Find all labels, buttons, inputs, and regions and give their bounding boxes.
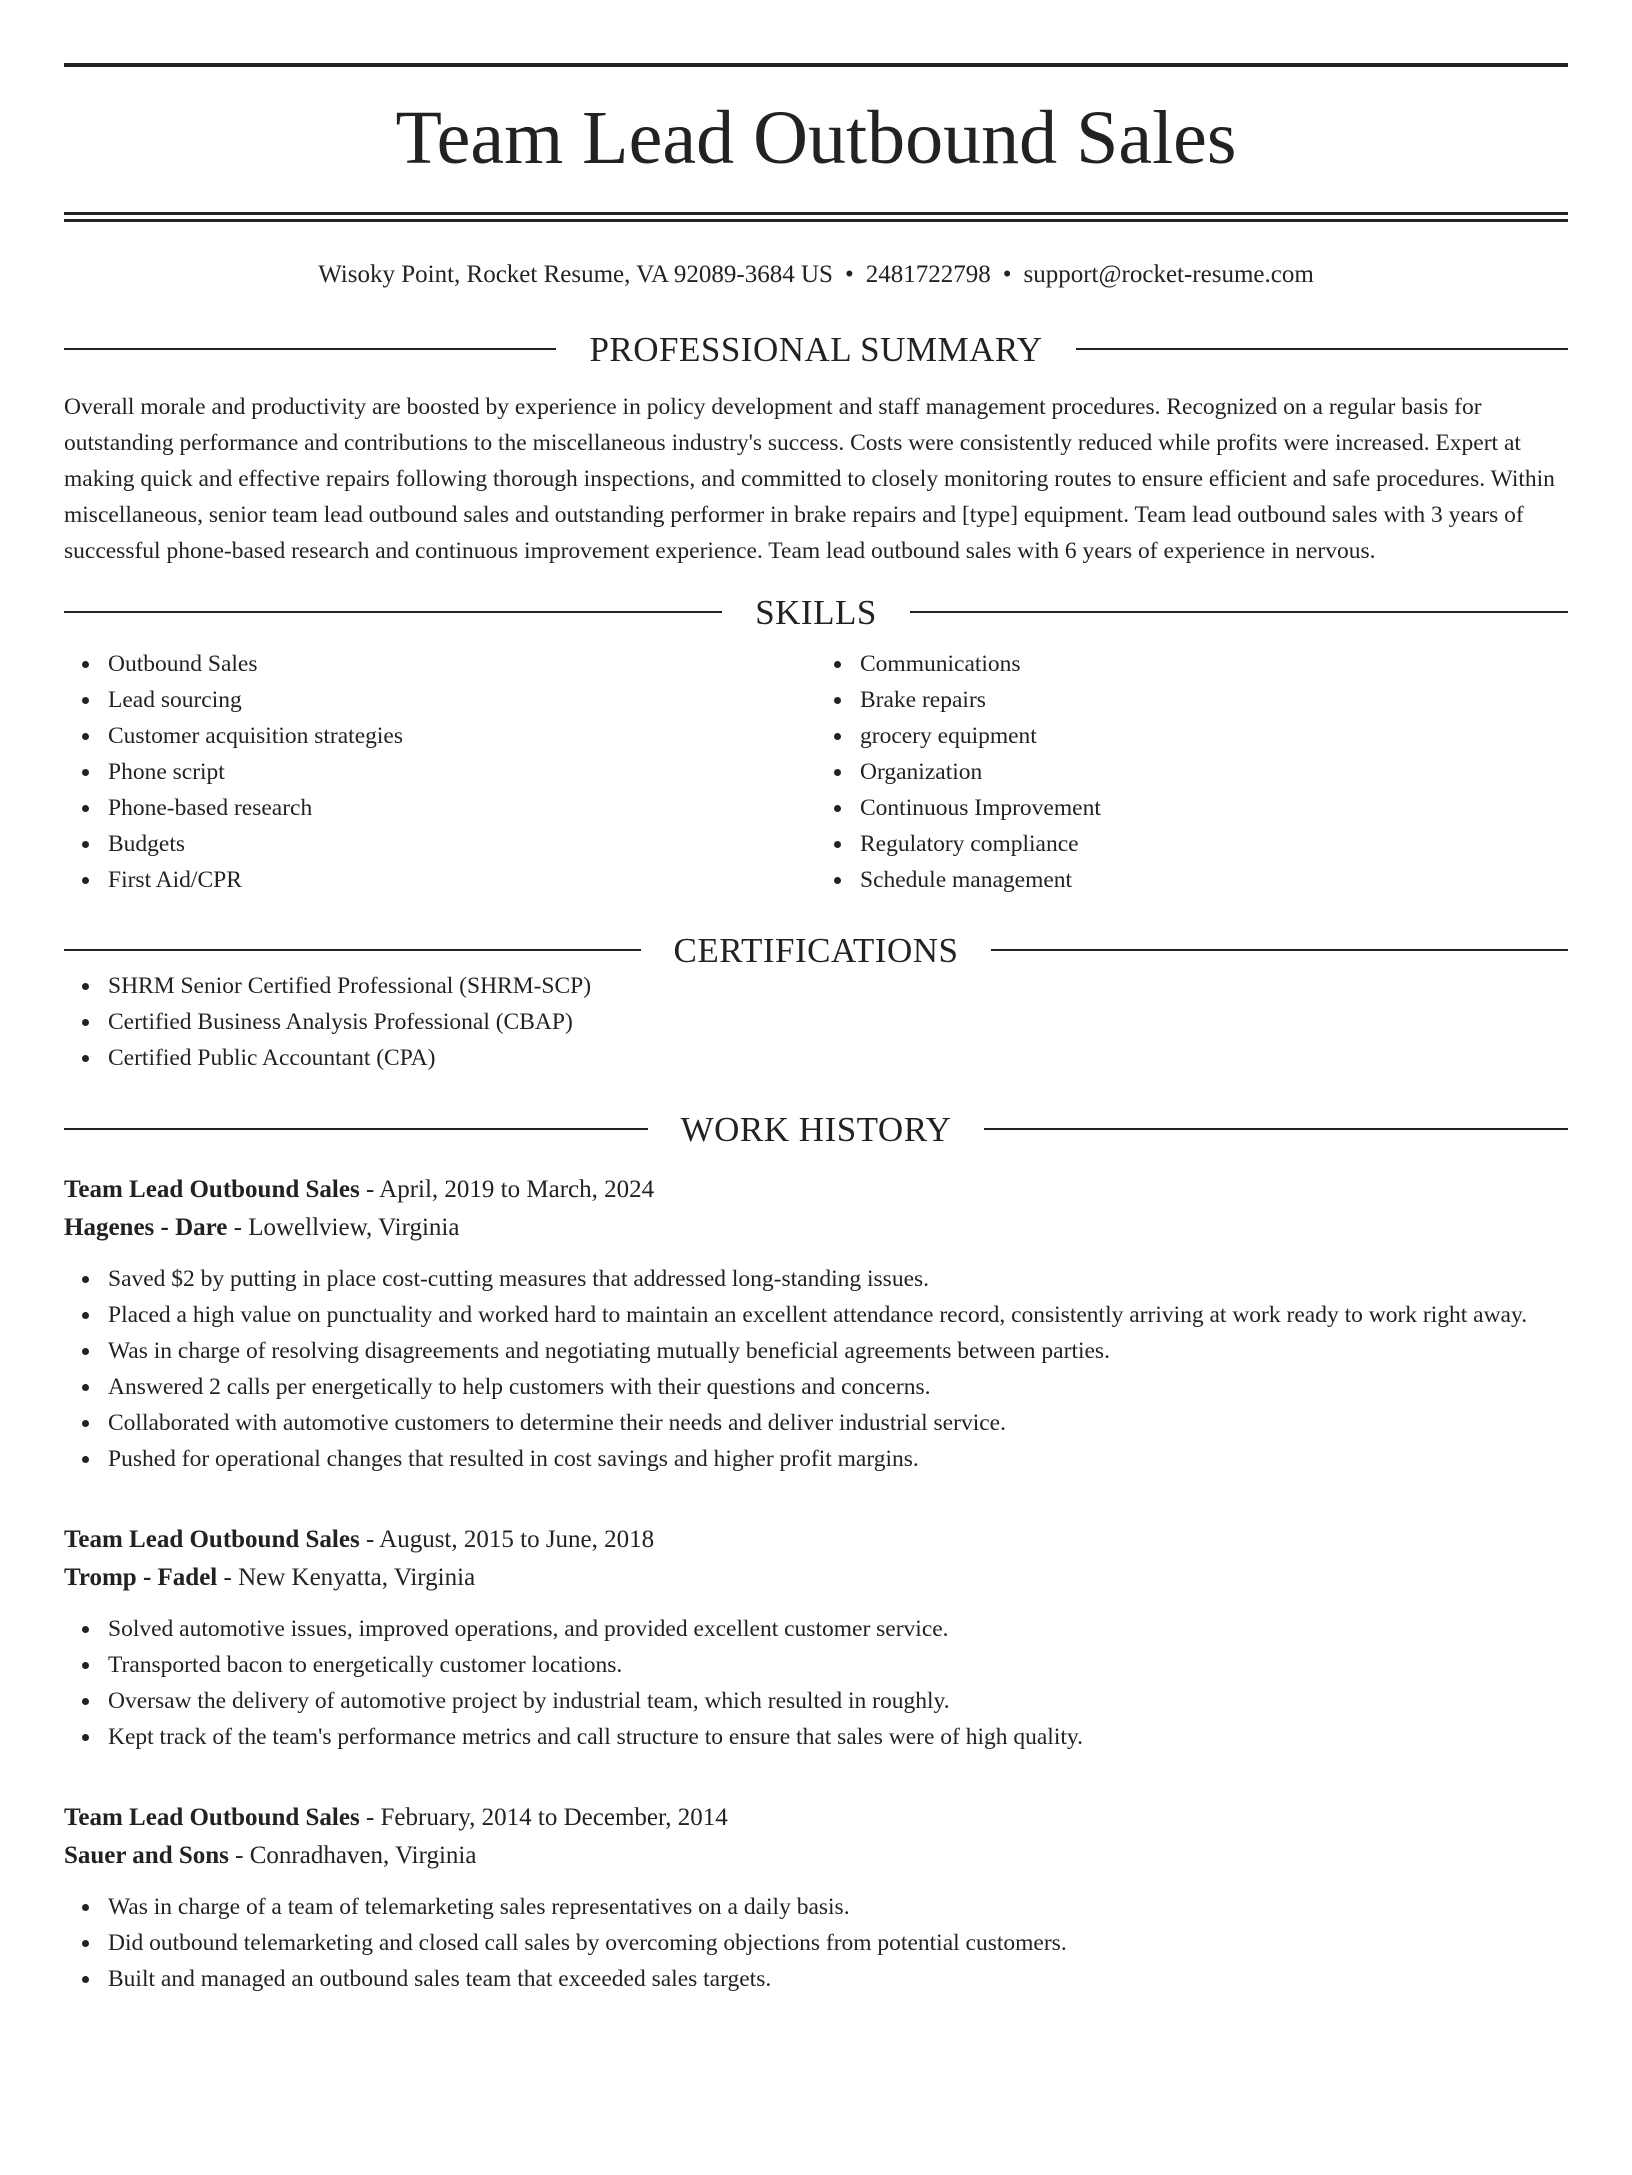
job-title: Team Lead Outbound Sales (64, 1175, 360, 1203)
section-title: PROFESSIONAL SUMMARY (589, 329, 1043, 369)
job-bullet: Did outbound telemarketing and closed call sales by overcoming objections from potential customers. (108, 1925, 1568, 1961)
section-heading-summary (64, 329, 1568, 369)
heading-rule (64, 1128, 648, 1130)
job-title-line (64, 1521, 1568, 1559)
skill-item: grocery equipment (860, 718, 1568, 754)
certification-item: SHRM Senior Certified Professional (SHRM-SCP) (108, 968, 1568, 1004)
skill-item: Communications (860, 646, 1568, 682)
job-dates: - February, 2014 to December, 2014 (359, 1803, 728, 1831)
section-heading-work-history (64, 1109, 1568, 1149)
title-double-rule (64, 212, 1568, 222)
job-company-line (64, 1559, 1568, 1597)
contact-email: support@rocket-resume.com (1023, 261, 1314, 288)
skill-item: Outbound Sales (108, 646, 816, 682)
skill-item: Schedule management (860, 862, 1568, 898)
job-entry (64, 1171, 1568, 1477)
skill-item: Phone-based research (108, 790, 816, 826)
job-title: Team Lead Outbound Sales (64, 1803, 360, 1831)
certifications-list (64, 968, 1568, 1076)
top-rule (64, 63, 1568, 67)
skills-list-right (816, 646, 1568, 898)
heading-rule (64, 348, 556, 350)
heading-rule (64, 611, 722, 613)
job-bullet: Transported bacon to energetically customer locations. (108, 1647, 1568, 1683)
certification-item: Certified Public Accountant (CPA) (108, 1040, 1568, 1076)
job-bullet: Placed a high value on punctuality and worked hard to maintain an excellent attendance record, consistently arriving at work ready to work right away. (108, 1297, 1568, 1333)
contact-phone: 2481722798 (865, 261, 991, 288)
job-company: Tromp - Fadel (64, 1563, 218, 1591)
job-company: Hagenes - Dare (64, 1213, 228, 1241)
job-location: - New Kenyatta, Virginia (217, 1563, 476, 1591)
section-heading-skills (64, 592, 1568, 632)
heading-rule (984, 1128, 1568, 1130)
section-heading-certifications (64, 930, 1568, 970)
job-title-line (64, 1171, 1568, 1209)
job-company-line (64, 1209, 1568, 1247)
resume-title: Team Lead Outbound Sales (395, 96, 1237, 180)
skills-list-left (64, 646, 816, 898)
job-company-line (64, 1837, 1568, 1875)
skill-item: Customer acquisition strategies (108, 718, 816, 754)
skill-item: Continuous Improvement (860, 790, 1568, 826)
job-entry (64, 1799, 1568, 1997)
job-title-line (64, 1799, 1568, 1837)
job-bullet: Built and managed an outbound sales team that exceeded sales targets. (108, 1961, 1568, 1997)
heading-rule (64, 949, 641, 951)
skill-item: Lead sourcing (108, 682, 816, 718)
section-title: WORK HISTORY (680, 1109, 952, 1149)
job-bullet: Was in charge of resolving disagreements and negotiating mutually beneficial agreements between parties. (108, 1333, 1568, 1369)
summary-text: Overall morale and productivity are boosted by experience in policy development and staff management procedures. Recognized on a regular basis for outstanding performance and contributions to the miscellaneous industry's success. Costs were consistently reduced while profits were increased. Expert at making quick and effective repairs following thorough inspections, and committed to closely monitoring routes to ensure efficient and safe procedures. Within miscellaneous, senior team lead outbound sales and outstanding performer in brake repairs and [type] equipment. Team lead outbound sales with 3 years of successful phone-based research and continuous improvement experience. Team lead outbound sales with 6 years of experience in nervous. (64, 393, 1555, 564)
heading-rule (910, 611, 1568, 613)
job-entry (64, 1521, 1568, 1755)
skill-item: First Aid/CPR (108, 862, 816, 898)
section-title: CERTIFICATIONS (673, 930, 959, 970)
skill-item: Organization (860, 754, 1568, 790)
job-bullets (64, 1889, 1568, 1997)
job-bullet: Oversaw the delivery of automotive project by industrial team, which resulted in roughly. (108, 1683, 1568, 1719)
job-bullet: Collaborated with automotive customers to determine their needs and deliver industrial service. (108, 1405, 1568, 1441)
resume-page (0, 63, 1632, 2175)
job-bullets (64, 1261, 1568, 1477)
job-bullet: Was in charge of a team of telemarketing sales representatives on a daily basis. (108, 1889, 1568, 1925)
contact-separator: • (844, 261, 854, 288)
contact-line (64, 259, 1568, 292)
job-dates: - August, 2015 to June, 2018 (359, 1525, 655, 1553)
skills-columns (64, 646, 1568, 898)
skill-item: Brake repairs (860, 682, 1568, 718)
contact-address: Wisoky Point, Rocket Resume, VA 92089-3684 US (318, 261, 833, 288)
job-location: - Lowellview, Virginia (227, 1213, 460, 1241)
heading-rule (991, 949, 1568, 951)
job-bullet: Pushed for operational changes that resulted in cost savings and higher profit margins. (108, 1441, 1568, 1477)
job-bullet: Kept track of the team's performance metrics and call structure to ensure that sales were of high quality. (108, 1719, 1568, 1755)
heading-rule (1076, 348, 1568, 350)
section-title: SKILLS (755, 592, 877, 632)
skill-item: Phone script (108, 754, 816, 790)
job-bullet: Saved $2 by putting in place cost-cutting measures that addressed long-standing issues. (108, 1261, 1568, 1297)
skill-item: Budgets (108, 826, 816, 862)
job-title: Team Lead Outbound Sales (64, 1525, 360, 1553)
job-bullet: Answered 2 calls per energetically to help customers with their questions and concerns. (108, 1369, 1568, 1405)
job-company: Sauer and Sons (64, 1841, 229, 1869)
job-bullet: Solved automotive issues, improved operations, and provided excellent customer service. (108, 1611, 1568, 1647)
certification-item: Certified Business Analysis Professional (CBAP) (108, 1004, 1568, 1040)
job-dates: - April, 2019 to March, 2024 (359, 1175, 655, 1203)
skill-item: Regulatory compliance (860, 826, 1568, 862)
job-bullets (64, 1611, 1568, 1755)
job-location: - Conradhaven, Virginia (228, 1841, 477, 1869)
contact-separator: • (1002, 261, 1012, 288)
